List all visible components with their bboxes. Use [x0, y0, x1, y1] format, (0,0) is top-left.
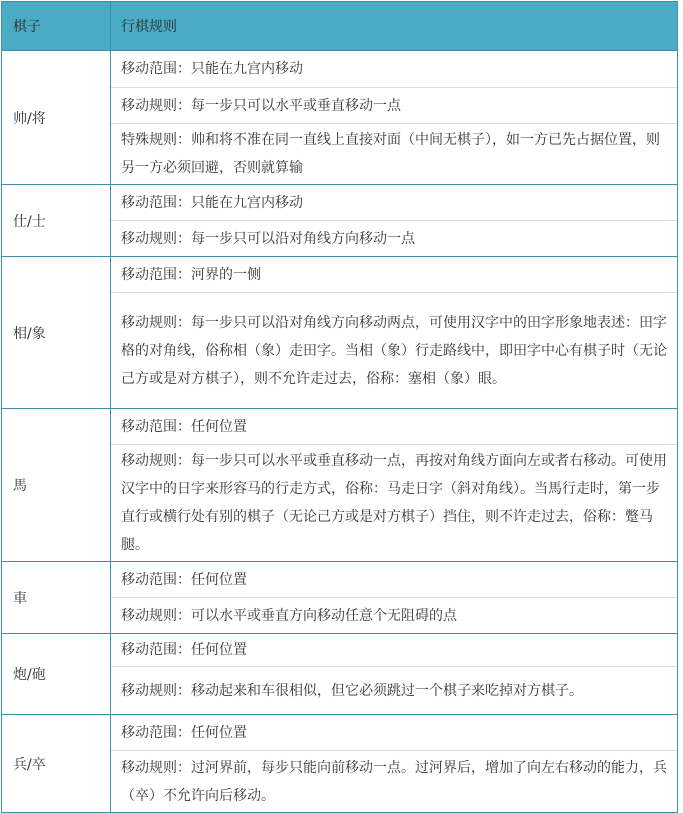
rule-cell: 移动规则：过河界前，每步只能向前移动一点。过河界后，增加了向左右移动的能力，兵（卒）不允许向后移动。 — [121, 759, 667, 804]
table-group-xiang — [2, 257, 677, 409]
table-group-shi — [2, 185, 677, 257]
rule-cell: 移动范围：任何位置 — [111, 634, 677, 667]
header-rules: 行棋规则 — [121, 19, 177, 35]
piece-cell: 相/象 — [2, 257, 111, 408]
table-group-bing-zu — [2, 715, 677, 812]
rule-cell: 移动规则：每一步只可以沿对角线方向移动两点，可使用汉字中的田字形象地表述：田字格的对角线，俗称相（象）走田字。当相（象）行走路线中，即田字中心有棋子时（无论己方或是对方棋子），则不允许走过去，俗称：塞相（象）眼。 — [121, 314, 667, 387]
rule-cell: 移动范围：任何位置 — [111, 562, 677, 598]
rule-cell: 移动规则：每一步只可以水平或垂直移动一点 — [111, 88, 677, 124]
table-group-ju — [2, 562, 677, 634]
piece-cell: 車 — [2, 562, 111, 633]
rule-cell: 移动范围：任何位置 — [111, 715, 677, 751]
rule-cell: 移动范围：任何位置 — [111, 409, 677, 445]
table-group-pao — [2, 634, 677, 715]
rule-cell: 移动规则：可以水平或垂直方向移动任意个无阻碍的点 — [121, 607, 457, 624]
piece-cell: 帅/将 — [2, 51, 111, 184]
rule-cell: 移动范围：只能在九宫内移动 — [111, 51, 677, 88]
piece-cell: 兵/卒 — [2, 715, 111, 812]
table-group-ma — [2, 409, 677, 562]
rule-cell: 移动范围：只能在九宫内移动 — [111, 185, 677, 221]
table-header-row — [2, 2, 677, 51]
rule-cell: 移动规则：每一步只可以水平或垂直移动一点，再按对角线方面向左或者右移动。可使用汉字中的日字来形容马的行走方式，俗称：马走日字（斜对角线）。当馬行走时，第一步直行或横行处有别的棋子（无论己方或是对方棋子）挡住，则不许走过去，俗称：蹩马腿。 — [121, 453, 667, 553]
piece-cell: 仕/士 — [2, 185, 111, 256]
rule-cell: 移动范围：河界的一侧 — [111, 257, 677, 293]
rule-cell: 特殊规则：帅和将不准在同一直线上直接对面（中间无棋子），如一方已先占据位置，则另一方必须回避，否则就算输 — [121, 132, 660, 176]
header-piece: 棋子 — [2, 2, 111, 50]
rule-cell: 移动规则：移动起来和车很相似，但它必须跳过一个棋子来吃掉对方棋子。 — [121, 682, 583, 699]
piece-cell: 馬 — [2, 409, 111, 561]
piece-cell: 炮/砲 — [2, 634, 111, 714]
rule-cell: 移动规则：每一步只可以沿对角线方向移动一点 — [121, 230, 415, 247]
chess-rules-table — [1, 1, 678, 813]
table-group-shuai-jiang — [2, 51, 677, 185]
